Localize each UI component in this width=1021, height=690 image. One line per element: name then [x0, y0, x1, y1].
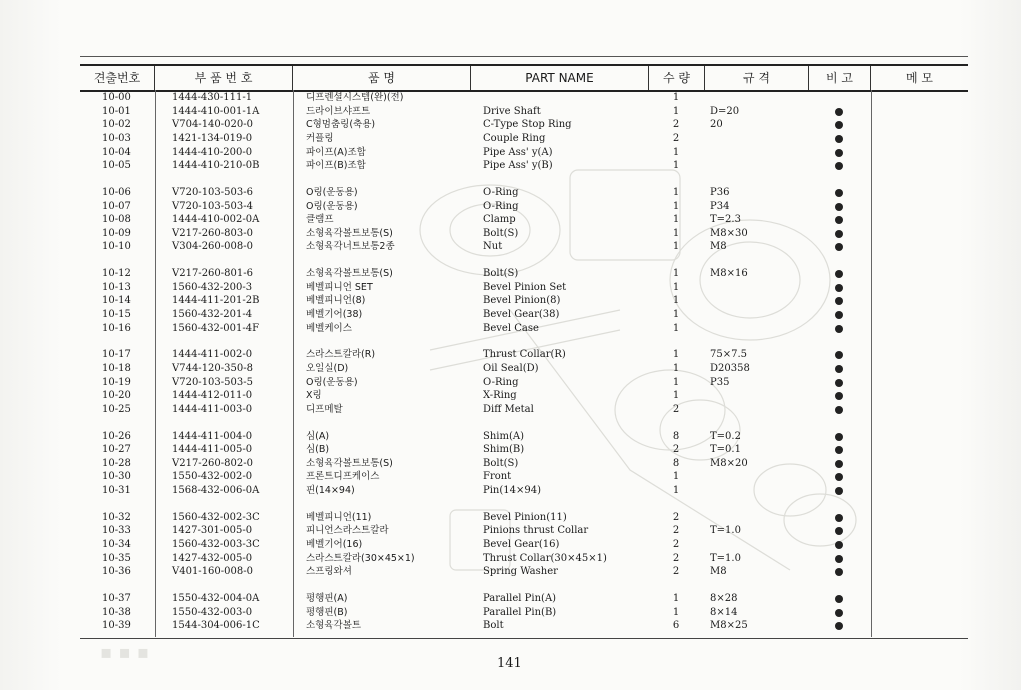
- header-qty: 수 량: [649, 66, 705, 90]
- specification: D20358: [710, 362, 750, 374]
- part-number-index: 10-19: [102, 376, 131, 388]
- part-number: 1550-432-002-0: [172, 471, 253, 483]
- specification: M8×20: [710, 457, 748, 469]
- part-number: V744-120-350-8: [172, 362, 253, 374]
- quantity: 1: [672, 390, 680, 402]
- part-number-index: 10-00: [102, 92, 131, 103]
- quantity: 1: [672, 606, 680, 618]
- part-number-index: 10-37: [102, 592, 131, 604]
- part-number-index: 10-15: [102, 309, 131, 321]
- part-number-index: 10-28: [102, 457, 131, 469]
- part-number-index: 10-02: [102, 119, 131, 131]
- part-name-english: O-Ring: [483, 186, 519, 198]
- note-bullet-icon: [835, 473, 843, 481]
- part-number-index: 10-32: [102, 511, 131, 523]
- quantity: 1: [672, 592, 680, 604]
- part-number-index: 10-35: [102, 552, 131, 564]
- part-number: V720-103-503-5: [172, 376, 253, 388]
- part-name-korean: 핀(14×94): [306, 485, 355, 497]
- part-name-english: Bevel Gear(16): [483, 539, 560, 551]
- part-number-index: 10-39: [102, 620, 131, 632]
- part-number-index: 10-33: [102, 525, 131, 537]
- note-bullet-icon: [835, 365, 843, 373]
- part-number-index: 10-34: [102, 539, 131, 551]
- part-name-korean: O링(운동용): [306, 376, 358, 388]
- part-name-english: Pin(14×94): [483, 485, 541, 497]
- part-name-korean: 베벨기어(38): [306, 309, 363, 321]
- part-number-index: 10-06: [102, 186, 131, 198]
- bottom-rule: [80, 638, 968, 639]
- part-name-korean: 드라이브샤프트: [306, 105, 371, 117]
- specification: T=1.0: [710, 552, 741, 564]
- part-name-english: Pipe Ass' y(A): [483, 146, 553, 158]
- specification: P35: [710, 376, 730, 388]
- note-bullet-icon: [835, 379, 843, 387]
- note-bullet-icon: [835, 392, 843, 400]
- part-number: 1427-432-005-0: [172, 552, 253, 564]
- part-name-korean: 프론트디프케이스: [306, 471, 380, 483]
- specification: M8: [710, 241, 727, 253]
- specification: 8×14: [710, 606, 738, 618]
- part-name-korean: 소형육각볼트보통(S): [306, 227, 393, 239]
- table-row: [80, 552, 968, 566]
- part-number-index: 10-13: [102, 281, 131, 293]
- table-row: [80, 376, 968, 390]
- table-row: [80, 240, 968, 254]
- part-name-korean: 베벨피니언(11): [306, 511, 372, 523]
- table-row: [80, 470, 968, 484]
- specification: 20: [710, 119, 723, 131]
- table-row: [80, 294, 968, 308]
- header-number: 견출번호: [80, 66, 155, 90]
- part-name-korean: 스라스트칼라(30×45×1): [306, 552, 415, 564]
- table-row: [80, 186, 968, 200]
- note-bullet-icon: [835, 189, 843, 197]
- quantity: 1: [672, 485, 680, 497]
- part-number: V401-160-008-0: [172, 566, 253, 578]
- part-number-index: 10-36: [102, 566, 131, 578]
- part-name-english: Nut: [483, 241, 503, 253]
- header-memo: 메 모: [906, 71, 933, 85]
- part-name-english: Parallel Pin(B): [483, 606, 557, 618]
- quantity: 1: [672, 281, 680, 293]
- table-row: [80, 362, 968, 376]
- part-name-english: Parallel Pin(A): [483, 592, 557, 604]
- note-bullet-icon: [835, 162, 843, 170]
- part-name-english: Shim(B): [483, 444, 525, 456]
- table-row: [80, 511, 968, 525]
- part-number-index: 10-25: [102, 403, 131, 415]
- part-number: 1560-432-003-3C: [172, 539, 260, 551]
- part-number: V217-260-802-0: [172, 457, 253, 469]
- note-bullet-icon: [835, 541, 843, 549]
- note-bullet-icon: [835, 149, 843, 157]
- specification: M8×25: [710, 620, 748, 632]
- part-name-korean: O링(운동용): [306, 186, 358, 198]
- part-number: 1444-411-003-0: [172, 403, 253, 415]
- quantity: 2: [672, 132, 680, 144]
- table-row: [80, 91, 968, 105]
- quantity: 6: [672, 620, 680, 632]
- quantity: 1: [672, 322, 680, 334]
- part-name-english: Bevel Pinion(8): [483, 295, 561, 307]
- quantity: 1: [672, 349, 680, 361]
- quantity: 1: [672, 241, 680, 253]
- table-row: [80, 403, 968, 417]
- note-bullet-icon: [835, 555, 843, 563]
- specification: M8×30: [710, 227, 748, 239]
- page-number: 141: [497, 656, 522, 671]
- part-number-index: 10-09: [102, 227, 131, 239]
- note-bullet-icon: [835, 351, 843, 359]
- part-name-english: Couple Ring: [483, 132, 546, 144]
- part-number: 1444-411-002-0: [172, 349, 253, 361]
- part-name-english: Spring Washer: [483, 566, 558, 578]
- part-number: 1568-432-006-0A: [172, 485, 260, 497]
- part-number: 1560-432-002-3C: [172, 511, 260, 523]
- table-row: [80, 267, 968, 281]
- specification: D=20: [710, 105, 740, 117]
- part-number-index: 10-07: [102, 200, 131, 212]
- quantity: 1: [672, 186, 680, 198]
- part-name-korean: 디프렌셜시스템(완)(전): [306, 92, 404, 103]
- part-number: 1560-432-001-4F: [172, 322, 260, 334]
- part-name-english: Bevel Pinion(11): [483, 511, 567, 523]
- part-name-english: Pinions thrust Collar: [483, 525, 589, 537]
- note-bullet-icon: [835, 135, 843, 143]
- note-bullet-icon: [835, 203, 843, 211]
- quantity: 1: [672, 105, 680, 117]
- part-name-korean: 커플링: [306, 132, 334, 144]
- quantity: 1: [672, 92, 680, 103]
- table-row: [80, 524, 968, 538]
- part-number: 1444-410-002-0A: [172, 214, 260, 226]
- part-name-korean: C형멈춤링(축용): [306, 119, 376, 131]
- part-name-korean: 스프링와셔: [306, 566, 352, 578]
- quantity: 1: [672, 295, 680, 307]
- part-number: V704-140-020-0: [172, 119, 253, 131]
- part-name-english: Bevel Case: [483, 322, 539, 334]
- part-name-english: Shim(A): [483, 430, 524, 442]
- quantity: 1: [672, 200, 680, 212]
- table-row: [80, 592, 968, 606]
- part-number: V720-103-503-4: [172, 200, 253, 212]
- part-number: 1444-430-111-1: [172, 92, 253, 103]
- part-name-english: Thrust Collar(30×45×1): [483, 552, 607, 564]
- table-row: [80, 200, 968, 214]
- note-bullet-icon: [835, 216, 843, 224]
- quantity: 2: [672, 403, 680, 415]
- note-bullet-icon: [835, 514, 843, 522]
- quantity: 8: [672, 457, 680, 469]
- part-name-korean: 파이프(A)조합: [306, 146, 366, 158]
- part-number-index: 10-26: [102, 430, 131, 442]
- part-number-index: 10-17: [102, 349, 131, 361]
- part-name-korean: 베벨기어(16): [306, 539, 363, 551]
- note-bullet-icon: [835, 108, 843, 116]
- top-rule: [80, 56, 968, 57]
- quantity: 2: [672, 444, 680, 456]
- header-spec: 규 격: [705, 66, 809, 90]
- part-number: 1444-411-005-0: [172, 444, 253, 456]
- part-name-korean: 소형육각너트보통2종: [306, 241, 395, 253]
- part-name-korean: 오일실(D): [306, 362, 349, 374]
- note-bullet-icon: [835, 121, 843, 129]
- quantity: 2: [672, 511, 680, 523]
- table-row: [80, 389, 968, 403]
- part-number: 1550-432-003-0: [172, 606, 253, 618]
- note-bullet-icon: [835, 460, 843, 468]
- note-bullet-icon: [835, 406, 843, 414]
- part-number-index: 10-10: [102, 241, 131, 253]
- quantity: 1: [672, 214, 680, 226]
- quantity: 2: [672, 119, 680, 131]
- part-name-english: Front: [483, 471, 512, 483]
- part-number: 1444-410-200-0: [172, 146, 253, 158]
- specification: M8: [710, 566, 727, 578]
- part-number: V217-260-801-6: [172, 268, 253, 280]
- part-name-korean: 베벨케이스: [306, 322, 352, 334]
- note-bullet-icon: [835, 270, 843, 278]
- table-row: [80, 619, 968, 633]
- note-bullet-icon: [835, 595, 843, 603]
- parts-table-body: [80, 90, 968, 640]
- part-name-korean: 파이프(B)조합: [306, 160, 366, 172]
- part-number-index: 10-04: [102, 146, 131, 158]
- part-name-english: Bevel Pinion Set: [483, 281, 567, 293]
- note-bullet-icon: [835, 311, 843, 319]
- specification: T=0.2: [710, 430, 741, 442]
- part-number: 1444-412-011-0: [172, 390, 253, 402]
- part-number-index: 10-05: [102, 160, 131, 172]
- quantity: 2: [672, 539, 680, 551]
- part-name-english: Clamp: [483, 214, 516, 226]
- specification: T=1.0: [710, 525, 741, 537]
- part-name-korean: 베벨피니언(8): [306, 295, 366, 307]
- part-number: 1444-411-201-2B: [172, 295, 260, 307]
- part-number: V217-260-803-0: [172, 227, 253, 239]
- table-row: [80, 281, 968, 295]
- quantity: 2: [672, 566, 680, 578]
- part-name-korean: 평행핀(A): [306, 592, 348, 604]
- specification: 8×28: [710, 592, 738, 604]
- table-row: [80, 159, 968, 173]
- table-row: [80, 348, 968, 362]
- header-part-name-kor: 품 명: [293, 66, 471, 90]
- part-number: 1544-304-006-1C: [172, 620, 260, 632]
- quantity: 2: [672, 525, 680, 537]
- note-bullet-icon: [835, 446, 843, 454]
- table-row: [80, 105, 968, 119]
- specification: P34: [710, 200, 730, 212]
- part-name-korean: 클램프: [306, 214, 334, 226]
- part-number-index: 10-16: [102, 322, 131, 334]
- specification: P36: [710, 186, 730, 198]
- part-number-index: 10-30: [102, 471, 131, 483]
- part-number-index: 10-18: [102, 362, 131, 374]
- header-part-no: 부 품 번 호: [155, 66, 293, 90]
- part-name-korean: O링(운동용): [306, 200, 358, 212]
- table-row: [80, 443, 968, 457]
- part-number: 1444-411-004-0: [172, 430, 253, 442]
- part-number: V304-260-008-0: [172, 241, 253, 253]
- quantity: 1: [672, 268, 680, 280]
- part-number-index: 10-14: [102, 295, 131, 307]
- part-number: 1444-410-210-0B: [172, 160, 260, 172]
- note-bullet-icon: [835, 230, 843, 238]
- table-row: [80, 538, 968, 552]
- part-number-index: 10-01: [102, 105, 131, 117]
- part-name-korean: 베벨피니언 SET: [306, 281, 373, 293]
- part-number-index: 10-03: [102, 132, 131, 144]
- part-name-korean: 소형육각볼트: [306, 620, 362, 632]
- part-name-english: Diff Metal: [483, 403, 534, 415]
- table-row: [80, 322, 968, 336]
- note-bullet-icon: [835, 527, 843, 535]
- note-bullet-icon: [835, 325, 843, 333]
- part-name-english: O-Ring: [483, 200, 519, 212]
- part-name-korean: X링: [306, 390, 322, 402]
- note-bullet-icon: [835, 433, 843, 441]
- bleed-through-text: ▪ ▪ ▪: [100, 642, 150, 663]
- header-part-name-eng: PART NAME: [471, 66, 649, 90]
- part-number-index: 10-27: [102, 444, 131, 456]
- part-name-english: Drive Shaft: [483, 105, 541, 117]
- quantity: 1: [672, 160, 680, 172]
- specification: 75×7.5: [710, 349, 748, 361]
- quantity: 1: [672, 309, 680, 321]
- part-name-english: Bevel Gear(38): [483, 309, 560, 321]
- table-row: [80, 606, 968, 620]
- quantity: 8: [672, 430, 680, 442]
- part-number-index: 10-38: [102, 606, 131, 618]
- part-name-english: Bolt(S): [483, 227, 519, 239]
- part-name-korean: 심(B): [306, 444, 330, 456]
- note-bullet-icon: [835, 568, 843, 576]
- part-name-korean: 피니언스라스트칼라: [306, 525, 389, 537]
- quantity: 1: [672, 376, 680, 388]
- part-number-index: 10-12: [102, 268, 131, 280]
- table-row: [80, 484, 968, 498]
- part-name-korean: 심(A): [306, 430, 330, 442]
- part-name-korean: 소형육각볼트보통(S): [306, 268, 393, 280]
- table-row: [80, 430, 968, 444]
- part-name-english: C-Type Stop Ring: [483, 119, 572, 131]
- part-name-english: Thrust Collar(R): [483, 349, 566, 361]
- part-number: 1421-134-019-0: [172, 132, 253, 144]
- part-name-english: O-Ring: [483, 376, 519, 388]
- part-number-index: 10-08: [102, 214, 131, 226]
- quantity: 1: [672, 227, 680, 239]
- table-row: [80, 213, 968, 227]
- table-header: [80, 64, 968, 92]
- table-row: [80, 565, 968, 579]
- part-name-english: Oil Seal(D): [483, 362, 539, 374]
- note-bullet-icon: [835, 609, 843, 617]
- part-name-korean: 소형육각볼트보통(S): [306, 457, 393, 469]
- note-bullet-icon: [835, 284, 843, 292]
- note-bullet-icon: [835, 622, 843, 630]
- part-name-english: Pipe Ass' y(B): [483, 160, 553, 172]
- quantity: 1: [672, 362, 680, 374]
- header-note: 비 고: [809, 66, 871, 90]
- quantity: 2: [672, 552, 680, 564]
- table-row: [80, 457, 968, 471]
- table-row: [80, 308, 968, 322]
- part-number: V720-103-503-6: [172, 186, 253, 198]
- part-name-english: X-Ring: [483, 390, 517, 402]
- specification: M8×16: [710, 268, 748, 280]
- part-name-korean: 평행핀(B): [306, 606, 348, 618]
- specification: T=2.3: [710, 214, 741, 226]
- part-number-index: 10-31: [102, 485, 131, 497]
- part-name-english: Bolt(S): [483, 268, 519, 280]
- note-bullet-icon: [835, 243, 843, 251]
- quantity: 1: [672, 146, 680, 158]
- part-number: 1560-432-200-3: [172, 281, 253, 293]
- table-row: [80, 118, 968, 132]
- table-row: [80, 132, 968, 146]
- table-row: [80, 227, 968, 241]
- quantity: 1: [672, 471, 680, 483]
- part-number: 1444-410-001-1A: [172, 105, 260, 117]
- part-name-english: Bolt(S): [483, 457, 519, 469]
- table-row: [80, 146, 968, 160]
- specification: T=0.1: [710, 444, 741, 456]
- part-name-korean: 디프메탈: [306, 403, 343, 415]
- part-number: 1427-301-005-0: [172, 525, 253, 537]
- note-bullet-icon: [835, 297, 843, 305]
- note-bullet-icon: [835, 487, 843, 495]
- part-number: 1560-432-201-4: [172, 309, 253, 321]
- part-name-english: Bolt: [483, 620, 504, 632]
- part-name-korean: 스라스트칼라(R): [306, 349, 376, 361]
- part-number: 1550-432-004-0A: [172, 592, 260, 604]
- part-number-index: 10-20: [102, 390, 131, 402]
